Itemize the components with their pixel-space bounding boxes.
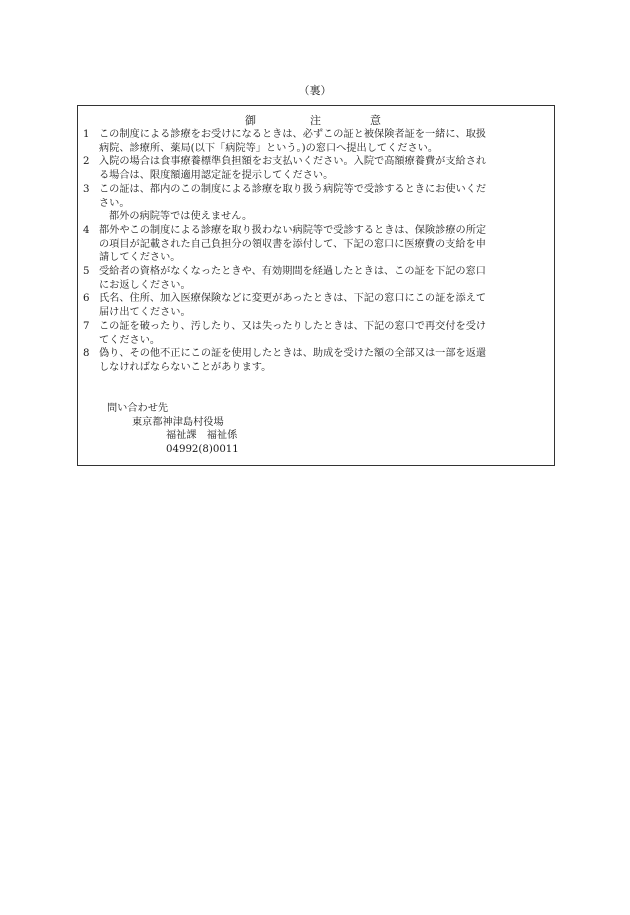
note-1 (80, 128, 550, 155)
note-7 (80, 320, 550, 347)
note-number: 3 (83, 183, 90, 195)
box-title-char-1: 御 (245, 114, 256, 127)
note-text: にお返しください。 (99, 279, 191, 291)
note-number: 5 (83, 266, 90, 278)
note-2 (80, 155, 550, 182)
contact-department: 福祉課 福祉係 (166, 430, 238, 442)
note-text: 入院の場合は食事療養標準負担額をお支払いください。入院で高額療養費が支給され (99, 156, 487, 168)
note-text: この証を破ったり、汚したり、又は失ったりしたときは、下記の窓口で再交付を受け (99, 320, 487, 332)
notice-box (77, 105, 555, 466)
note-5 (80, 265, 550, 292)
contact-phone: 04992(8)0011 (166, 444, 239, 456)
note-text: しなければならないことがあります。 (99, 361, 272, 373)
note-number: 2 (83, 156, 90, 168)
note-text: この証は、都内のこの制度による診療を取り扱う病院等で受診するときにお使いくだ (99, 183, 487, 195)
box-title (78, 114, 554, 128)
page-heading: （裏） (298, 84, 332, 97)
note-number: 6 (83, 293, 90, 305)
box-title-char-2: 注 (310, 114, 321, 127)
note-text: この制度による診療をお受けになるときは、必ずこの証と被保険者証を一緒に、取扱 (99, 129, 487, 140)
note-number: 4 (83, 224, 90, 236)
note-number: 8 (83, 348, 90, 360)
note-text: 偽り、その他不正にこの証を使用したときは、助成を受けた額の全部又は一部を返還 (99, 348, 487, 360)
note-text: 都外やこの制度による診療を取り扱わない病院等で受診するときは、保険診療の所定 (99, 224, 487, 236)
note-text: 氏名、住所、加入医療保険などに変更があったときは、下記の窓口にこの証を添えて (99, 293, 487, 305)
note-text: さい。 (99, 197, 130, 209)
box-title-char-3: 意 (370, 114, 381, 127)
note-number: 7 (83, 320, 90, 332)
note-text: 受給者の資格がなくなったときや、有効期間を経過したときは、この証を下記の窓口 (99, 266, 486, 278)
note-number: 1 (83, 129, 90, 140)
note-text: てください。 (99, 334, 161, 346)
note-4 (80, 224, 550, 265)
note-3 (80, 183, 550, 210)
note-text: 病院、診療所、薬局(以下「病院等」という。)の窓口へ提出してください。 (99, 142, 439, 154)
contact-block (78, 402, 554, 457)
note-8 (80, 347, 550, 374)
note-text: の項目が記載された自己負担分の領収書を添付して、下記の窓口に医療費の支給を申 (99, 238, 486, 250)
note-3-subnote: 都外の病院等では使えません。 (109, 211, 253, 223)
note-text: 請してください。 (99, 252, 181, 264)
note-text: る場合は、限度額適用認定証を提示してください。 (99, 170, 334, 182)
note-6 (80, 292, 550, 319)
note-text: 届け出てください。 (99, 307, 191, 319)
contact-label: 問い合わせ先 (107, 403, 169, 414)
notes-list (80, 128, 550, 375)
contact-office: 東京都神津島村役場 (132, 416, 224, 428)
